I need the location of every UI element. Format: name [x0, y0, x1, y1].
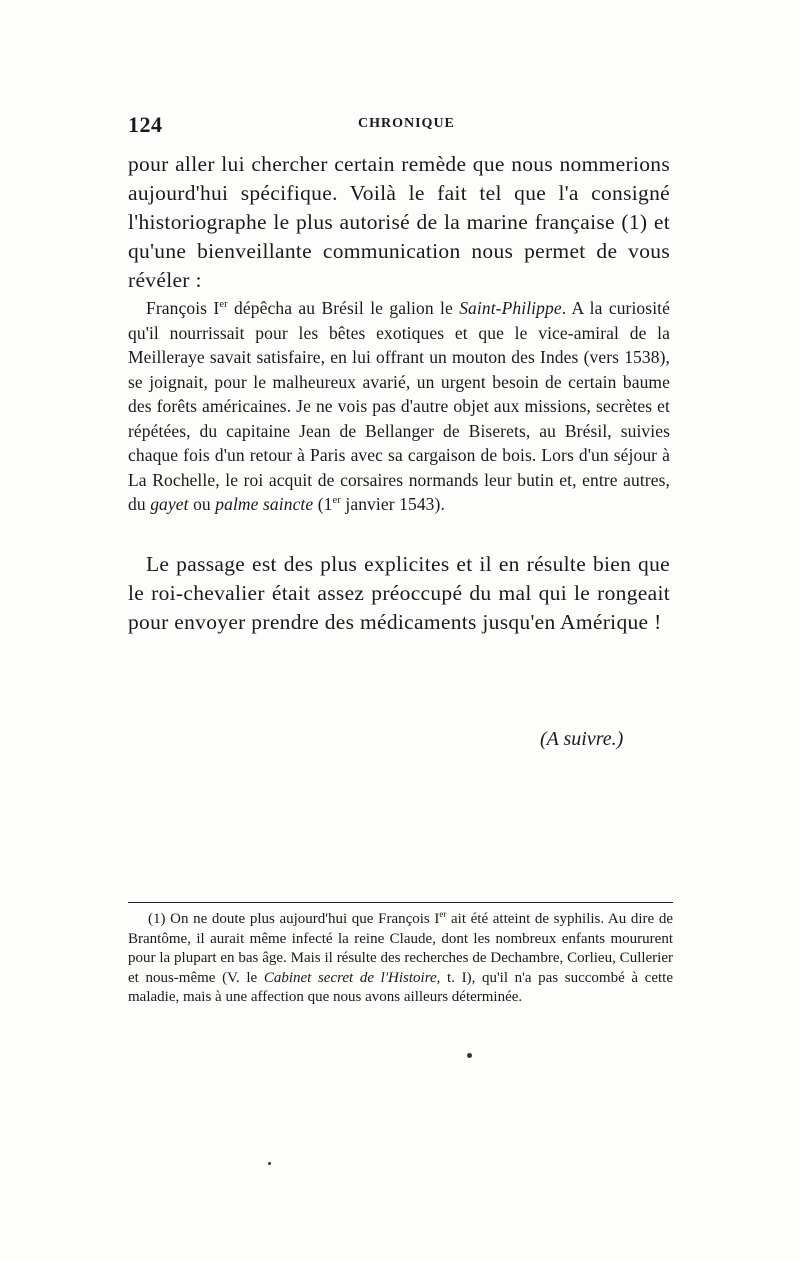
to-be-continued: (A suivre.) [540, 728, 624, 750]
quote-text-4: ou [188, 494, 216, 514]
quote-text-3: . A la curiosité qu'il nourrissait pour les bêtes exotiques et que le vice-amiral de la Meilleraye savait satisfaire, en lui offrant un mouton des Indes (vers 1538), se joignait, pour le malheureux avarié, un urgent besoin de certain baume des forêts américaines. Je ne vois pas d'autre objet aux missions, secrètes et répétées, du capitaine Jean de Bellanger de Biserets, au Brésil, suivies chaque fois d'un retour à Paris avec sa cargaison de bois. Lors d'un séjour à La Rochelle, le roi acquit de corsaires normands leur butin et, entre autres, du [128, 298, 670, 514]
quote-text-2: dépêcha au Brésil le galion le [227, 298, 460, 318]
ship-name: Saint-Philippe [459, 298, 562, 318]
running-title: CHRONIQUE [358, 116, 455, 131]
footnote [128, 910, 673, 1008]
footnote-text-1: (1) On ne doute plus aujourd'hui que François I [148, 911, 440, 927]
quote-text-6: janvier 1543). [340, 494, 445, 514]
term-palme: palme saincte [215, 494, 314, 514]
footnote-book-title: Cabinet secret de l'Histoire [263, 969, 437, 986]
quote-superscript-1: er [219, 299, 228, 311]
quote-superscript-2: er [332, 495, 341, 507]
footnote-text-2: ait été atteint de syphilis. Au dire de Brantôme, il aurait même infecté la reine Claude, dont les nombreux enfants moururent pour la plupart en bas âge. Mais il résulte des recherches de Dechambre, Corlieu, Cullerier et nous-même (V. le [128, 911, 673, 986]
footnote-rule [128, 902, 673, 903]
ink-speck [268, 1162, 271, 1165]
paragraph-conclusion-text: Le passage est des plus explicites et il en résulte bien que le roi-chevalier était assez préoccupé du mal qui le rongeait pour envoyer prendre des médicaments jusqu'en Amérique ! [128, 552, 670, 634]
page-number: 124 [128, 112, 163, 137]
footnote-text-3: , t. I), qu'il n'a pas succombé à cette maladie, mais à une affection que nous avons ailleurs déterminée. [128, 969, 674, 1005]
paragraph-conclusion [128, 550, 670, 637]
term-gayet: gayet [150, 494, 189, 514]
paragraph-intro: pour aller lui chercher certain remède que nous nommerions aujourd'hui spécifique. Voilà le fait tel que l'a consigné l'historiographe le plus autorisé de la marine française (1) et qu'une bienveillante communication nous permet de vous révéler : [128, 152, 670, 292]
quoted-passage [128, 296, 670, 517]
footnote-superscript: er [439, 909, 447, 919]
ink-speck [467, 1053, 472, 1058]
running-head [128, 112, 670, 140]
quote-text-5: (1 [313, 494, 333, 514]
quote-text-1: François I [146, 298, 220, 318]
